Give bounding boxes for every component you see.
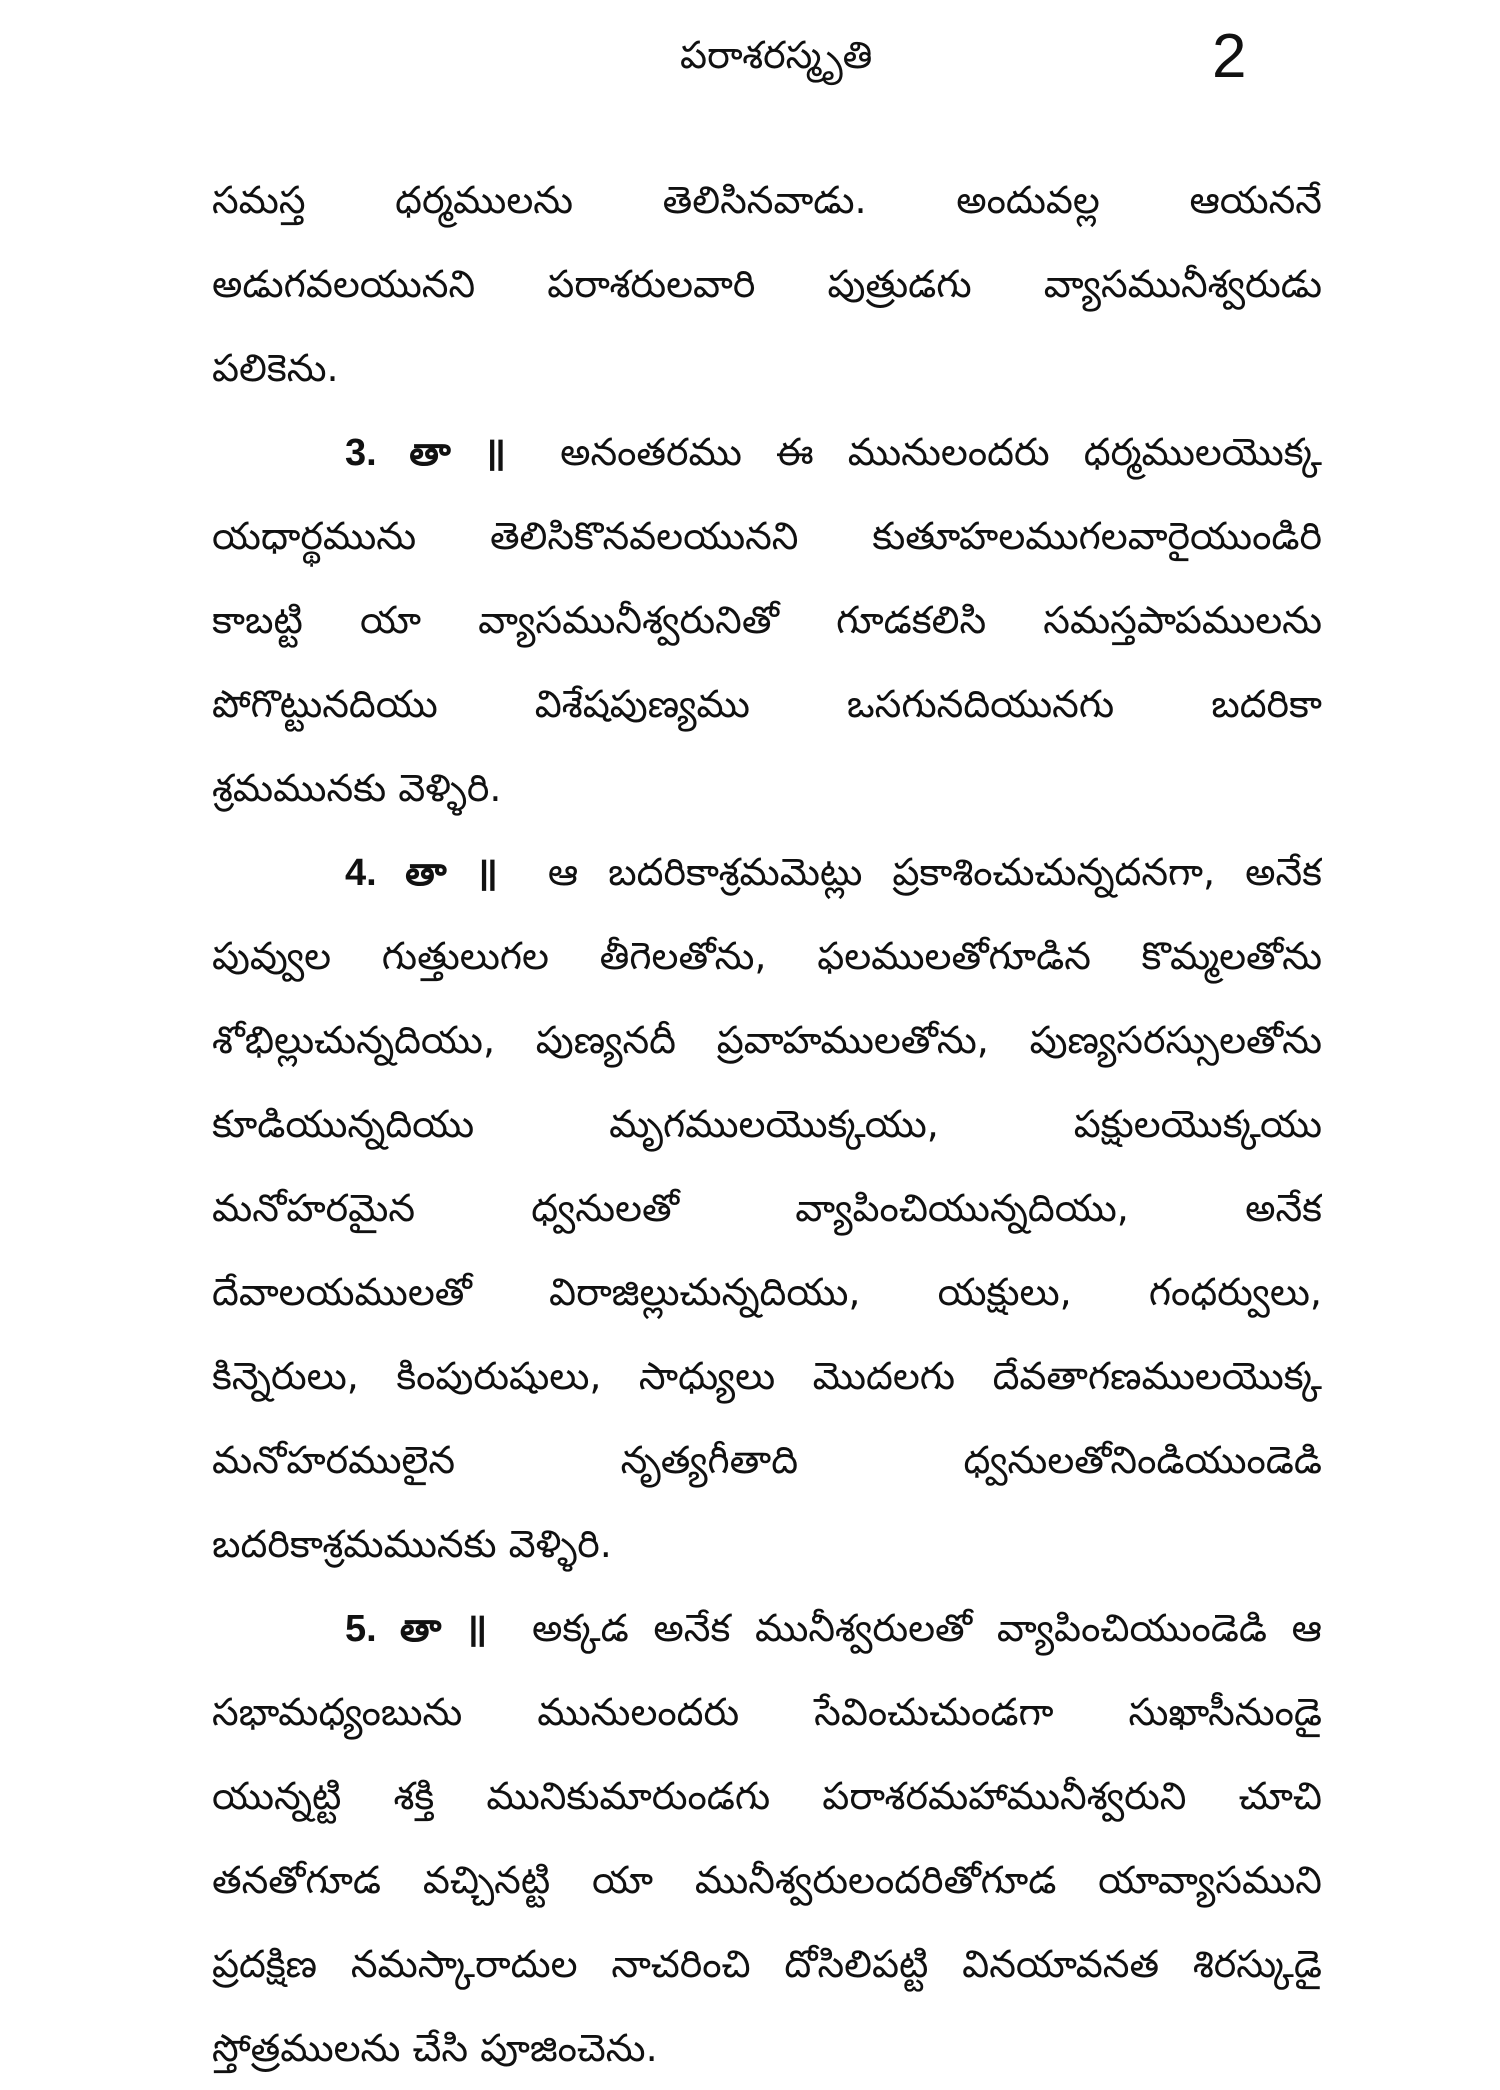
text-line <box>212 410 1322 494</box>
text-line: శ్రమమునకు వెళ్ళిరి. <box>212 766 502 810</box>
paragraph-continuation <box>212 158 1322 410</box>
text-line: ప్రదక్షిణ నమస్కారాదుల నాచరించి దోసిలిపట్టి వినయావనత శిరస్కుడై <box>212 1942 1322 1986</box>
text-line: మనోహరములైన నృత్యగీతాది ధ్వనులతోనిండియుండెడి <box>212 1438 1322 1482</box>
text-line: పువ్వుల గుత్తులుగల తీగెలతోను, ఫలములతోగూడిన కొమ్మలతోను <box>212 934 1322 978</box>
paragraph-label: 3. తా ॥ <box>345 432 507 474</box>
paragraph-4 <box>212 830 1322 1586</box>
page-header <box>0 22 1500 102</box>
text-line: శోభిల్లుచున్నదియు, పుణ్యనదీ ప్రవాహములతోను, పుణ్యసరస్సులతోను <box>212 1018 1322 1062</box>
text-line: మనోహరమైన ధ్వనులతో వ్యాపించియున్నదియు, అనేక <box>212 1186 1322 1230</box>
text-line: దేవాలయములతో విరాజిల్లుచున్నదియు, యక్షులు, గంధర్వులు, <box>212 1270 1322 1314</box>
text-line <box>212 1586 1322 1670</box>
text-line: కాబట్టి యా వ్యాసమునీశ్వరునితో గూడకలిసి సమస్తపాపములను <box>212 598 1322 642</box>
text-line: కిన్నెరులు, కింపురుషులు, సాధ్యులు మొదలగు దేవతాగణములయొక్క <box>212 1354 1322 1398</box>
text-line: తనతోగూడ వచ్చినట్టి యా మునీశ్వరులందరితోగూడ యావ్యాసముని <box>212 1858 1322 1902</box>
text-line: బదరికాశ్రమమునకు వెళ్ళిరి. <box>212 1522 612 1566</box>
text-line: అడుగవలయునని పరాశరులవారి పుత్రుడగు వ్యాసమునీశ్వరుడు <box>212 262 1322 306</box>
text-line: సమస్త ధర్మములను తెలిసినవాడు. అందువల్ల ఆయననే <box>212 178 1322 222</box>
page-number: 2 <box>1212 22 1247 91</box>
paragraph-5 <box>212 1586 1322 2090</box>
running-title: పరాశరస్మృతి <box>680 33 873 77</box>
text-line: యధార్థమును తెలిసికొనవలయునని కుతూహలముగలవారైయుండిరి <box>212 514 1322 558</box>
text-line-content: ఆ బదరికాశ్రమమెట్లు ప్రకాశించుచున్నదనగా, అనేక <box>547 850 1322 894</box>
text-line: పోగొట్టునదియు విశేషపుణ్యము ఒసగునదియునగు బదరికా <box>212 682 1322 726</box>
text-line-content: అక్కడ అనేక మునీశ్వరులతో వ్యాపించియుండెడి ఆ <box>532 1606 1322 1650</box>
paragraph-3 <box>212 410 1322 830</box>
text-line-content: అనంతరము ఈ మునులందరు ధర్మములయొక్క <box>560 430 1322 474</box>
text-line: సభామధ్యంబును మునులందరు సేవించుచుండగా సుఖాసీనుండై <box>212 1690 1322 1734</box>
paragraph-label: 4. తా ॥ <box>345 852 498 894</box>
text-line: స్తోత్రములను చేసి పూజించెను. <box>212 2026 658 2070</box>
body-text <box>212 158 1322 2090</box>
text-line: కూడియున్నదియు మృగములయొక్కయు, పక్షులయొక్కయు <box>212 1102 1322 1146</box>
text-line <box>212 830 1322 914</box>
paragraph-label: 5. తా ॥ <box>345 1608 488 1650</box>
text-line: పలికెను. <box>212 346 339 390</box>
text-line: యున్నట్టి శక్తి మునికుమారుండగు పరాశరమహామునీశ్వరుని చూచి <box>212 1774 1322 1818</box>
